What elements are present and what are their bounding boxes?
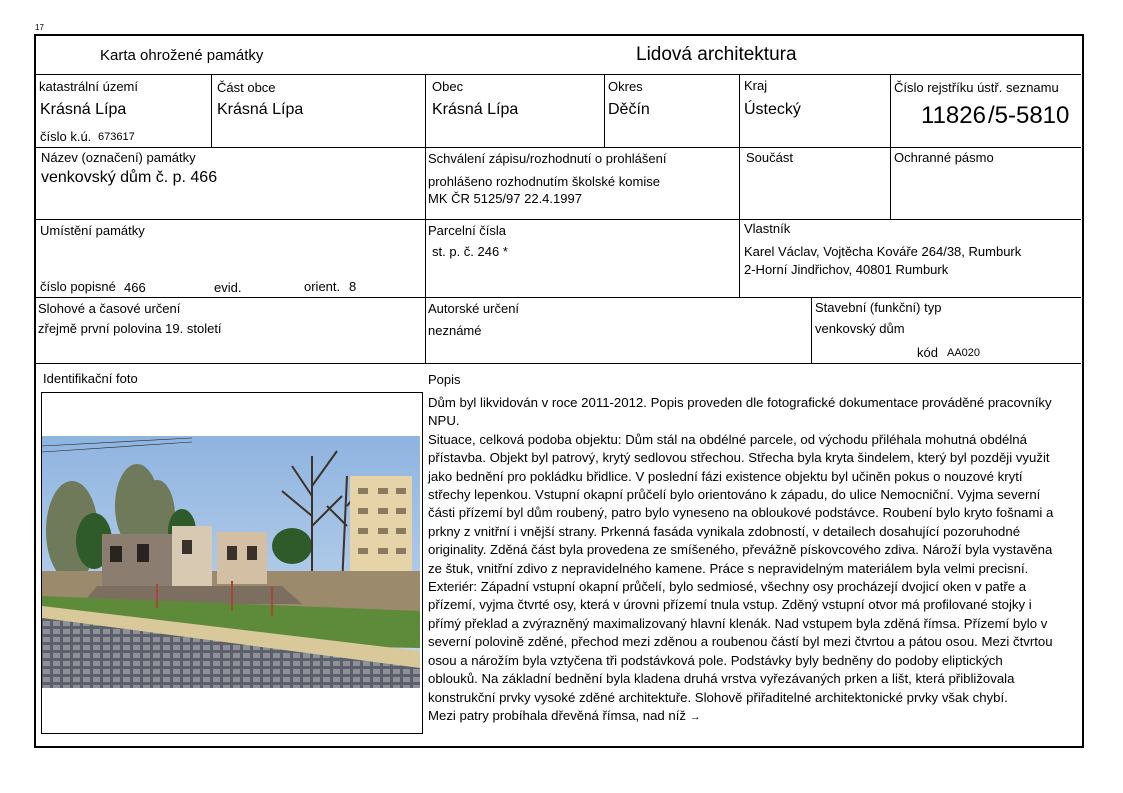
umisteni-label: Umístění památky xyxy=(40,223,145,238)
nazev-label: Název (označení) památky xyxy=(41,150,196,165)
page-number: 17 xyxy=(35,23,44,32)
cast-obce-value: Krásná Lípa xyxy=(217,101,304,118)
cast-obce-label: Část obce xyxy=(217,80,276,95)
parcelni-label: Parcelní čísla xyxy=(428,223,507,238)
orient-label: orient. xyxy=(304,279,341,294)
rejstrik-label: Číslo rejstříku ústř. seznamu xyxy=(894,80,1059,95)
okres-value: Děčín xyxy=(608,101,650,118)
cislo-ku-label: číslo k.ú. xyxy=(40,129,92,144)
continuation-arrow-icon: → xyxy=(689,710,701,723)
evid-label: evid. xyxy=(214,280,242,295)
katastralni-uzemi-value: Krásná Lípa xyxy=(40,101,127,118)
stavebni-typ-label: Stavební (funkční) typ xyxy=(815,300,942,315)
katastralni-uzemi-label: katastrální území xyxy=(39,79,138,94)
divider xyxy=(890,75,891,219)
vlastnik-line2: 2-Horní Jindřichov, 40801 Rumburk xyxy=(744,262,949,277)
kod-label: kód xyxy=(917,345,938,360)
identification-photo xyxy=(42,436,420,688)
category-title: Lidová architektura xyxy=(636,44,797,65)
cislo-popisne-value: 466 xyxy=(124,280,146,295)
obec-label: Obec xyxy=(432,79,464,94)
divider xyxy=(35,219,1081,220)
divider xyxy=(35,297,1081,298)
foto-label: Identifikační foto xyxy=(43,371,138,386)
divider xyxy=(35,74,1081,75)
vlastnik-label: Vlastník xyxy=(744,221,791,236)
popis-text xyxy=(428,394,1070,726)
cislo-ku-value: 673617 xyxy=(98,131,135,143)
divider xyxy=(811,298,812,363)
divider xyxy=(35,147,1081,148)
autorske-value: neznámé xyxy=(428,323,482,338)
slohove-value: zřejmě první polovina 19. století xyxy=(38,321,222,336)
schvaleni-line1: prohlášeno rozhodnutím školské komise xyxy=(428,174,660,189)
popis-body: Dům byl likvidován v roce 2011-2012. Popis proveden dle fotografické dokumentace prováděné pracovníky NPU. Situace, celková podoba objektu: Dům stál na obdélné parcele, od východu přiléhala mohutná obdélná přístavba. Objekt byl patrový, krytý sedlovou střechou. Střecha byla kryta šindelem, který byl později využit jako bednění pro pokládku břidlice. V poslední fázi existence objektu byl učiněn pokus o nouzové krytí střechy lepenkou. Vstupní okapní průčelí bylo orientováno k západu, do ulice Nemocniční. Vyjma severní části přízemí byl dům roubený, patro bylo vyneseno na obloukové podstávce. Roubení bylo kryto fošnami a prkny z vnitřní i vnější strany. Prkenná fasáda vynikala zdobností, v detailech dosahující pozoruhodné originality. Zděná část byla provedena ze smíšeného, převážně pískovcového zdiva. Nároží byla vystavěna ze štuk, vnitřní zdivo z nepravidelného kamene. Práce s nepravidelným materiálem byla velmi precisní. Exteriér: Západní vstupní okapní průčelí, bylo sedmiosé, všechny osy procházejí dvojicí oken v patře a přízemí, vyjma čtvrté osy, která v úrovni přízemí tnula vstup. Zděný vstupní otvor má profilované stojky i přímý překlad a zvýrazněný maximalizovaný hlavní klenák. Nad vstupem byla zděná římsa. Přízemí bylo v severní polovině zděné, přechod mezi zděnou a roubenou částí byl mezi čtvrtou a pátou osou. Mezi čtvrtou osou a nárožím byla vztyčena tři podstávková pole. Podstávky byly bedněny do podoby eliptických oblouků. Na základní bednění byla kladena druhá vrstva vyřezávaných prken a lišt, která přibližovala konstrukční prvky vysoké zděné architektuře. Slohově přiřaditelné architektonické prvky však chybí. Mezi patry probíhala dřevěná římsa, nad níž xyxy=(428,395,1054,723)
rejstrik-number-main: 11826 xyxy=(921,102,986,129)
kraj-value: Ústecký xyxy=(744,101,801,118)
rejstrik-number-suffix: /5-5810 xyxy=(987,102,1070,129)
obec-value: Krásná Lípa xyxy=(432,101,519,118)
schvaleni-line2: MK ČR 5125/97 22.4.1997 xyxy=(428,191,582,206)
divider xyxy=(604,75,605,147)
orient-value: 8 xyxy=(349,279,357,294)
rejstrik-number xyxy=(921,102,1069,130)
slohove-label: Slohové a časové určení xyxy=(38,301,181,316)
divider xyxy=(211,75,212,147)
nazev-value: venkovský dům č. p. 466 xyxy=(41,169,218,186)
divider xyxy=(425,75,426,363)
stavebni-typ-value: venkovský dům xyxy=(815,321,905,336)
divider xyxy=(739,75,740,297)
divider xyxy=(35,363,1081,364)
okres-label: Okres xyxy=(608,79,643,94)
schvaleni-label: Schválení zápisu/rozhodnutí o prohlášení xyxy=(428,151,667,166)
soucast-label: Součást xyxy=(746,150,793,165)
cislo-popisne-label: číslo popisné xyxy=(40,279,116,294)
autorske-label: Autorské určení xyxy=(428,301,520,316)
card-title: Karta ohrožené památky xyxy=(100,47,264,64)
vlastnik-line1: Karel Václav, Vojtěcha Kováře 264/38, Rumburk xyxy=(744,244,1022,259)
popis-label: Popis xyxy=(428,372,461,387)
ochranne-pasmo-label: Ochranné pásmo xyxy=(894,150,994,165)
kraj-label: Kraj xyxy=(744,78,768,93)
kod-value: AA020 xyxy=(947,347,981,359)
parcelni-value: st. p. č. 246 * xyxy=(432,244,508,259)
